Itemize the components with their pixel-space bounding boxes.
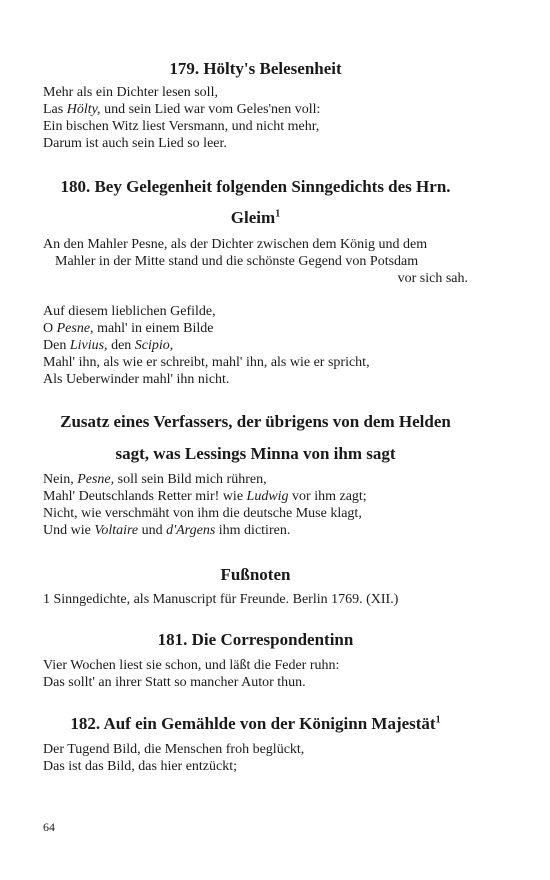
section-heading-180-line2 [43, 207, 468, 229]
poem-line: Das ist das Bild, das hier entzückt; [43, 759, 238, 774]
poem-line: Den Livius, den Scipio, [43, 338, 174, 353]
heading-text: Gleim [230, 208, 276, 227]
footnote-marker: 1 [435, 714, 441, 726]
poem-line: Nein, Pesne, soll sein Bild mich rühren, [43, 472, 267, 487]
heading-text: 182. Auf ein Gemählde von der Königinn Majestät [70, 714, 436, 733]
italic-name: Pesne, [56, 321, 94, 336]
footnote-line: 1 Sinngedichte, als Manuscript für Freunde. Berlin 1769. (XII.) [43, 592, 399, 607]
footnote-marker: 1 [275, 208, 281, 220]
section-heading-zusatz-line1: Zusatz eines Verfassers, der übrigens von dem Helden [60, 412, 451, 431]
poem-line: Ein bischen Witz liest Versmann, und nicht mehr, [43, 119, 320, 134]
poem-line: O Pesne, mahl' in einem Bilde [43, 321, 214, 336]
poem-line: Das sollt' an ihrer Statt so mancher Autor thun. [43, 675, 306, 690]
italic-name: Pesne, [77, 472, 115, 487]
section-heading-182 [43, 713, 468, 735]
footnotes-heading: Fußnoten [220, 565, 291, 584]
poem-line: Las Hölty, und sein Lied war vom Geles'nen voll: [43, 102, 321, 117]
poem-line: Vier Wochen liest sie schon, und läßt die Feder ruhn: [43, 658, 340, 673]
poem-line: Mahl' ihn, als wie er schreibt, mahl' ihn, als wie er spricht, [43, 355, 370, 370]
poem-line: Als Ueberwinder mahl' ihn nicht. [43, 372, 230, 387]
section-heading-180-line1: 180. Bey Gelegenheit folgenden Sinngedichts des Hrn. [60, 177, 451, 196]
section-heading-179: 179. Hölty's Belesenheit [169, 59, 342, 78]
italic-name: Hölty, [66, 102, 101, 117]
intro-line: vor sich sah. [397, 271, 468, 286]
italic-name: Scipio, [134, 338, 174, 353]
section-heading-181: 181. Die Correspondentinn [157, 630, 354, 649]
page-number: 64 [43, 820, 55, 834]
italic-name: d'Argens [166, 523, 216, 538]
italic-name: Voltaire [94, 523, 139, 538]
poem-line: Mahl' Deutschlands Retter mir! wie Ludwig vor ihm zagt; [43, 489, 367, 504]
intro-line: An den Mahler Pesne, als der Dichter zwischen dem König und dem [43, 237, 428, 252]
intro-line: Mahler in der Mitte stand und die schönste Gegend von Potsdam [55, 254, 419, 269]
italic-name: Livius, [69, 338, 108, 353]
poem-line: Darum ist auch sein Lied so leer. [43, 136, 227, 151]
poem-line: Mehr als ein Dichter lesen soll, [43, 85, 218, 100]
section-heading-zusatz-line2: sagt, was Lessings Minna von ihm sagt [115, 444, 396, 463]
poem-line: Der Tugend Bild, die Menschen froh beglückt, [43, 742, 305, 757]
italic-name: Ludwig [246, 489, 289, 504]
poem-line: Und wie Voltaire und d'Argens ihm dictiren. [43, 523, 291, 538]
poem-line: Nicht, wie verschmäht von ihm die deutsche Muse klagt, [43, 506, 362, 521]
poem-line: Auf diesem lieblichen Gefilde, [43, 304, 216, 319]
